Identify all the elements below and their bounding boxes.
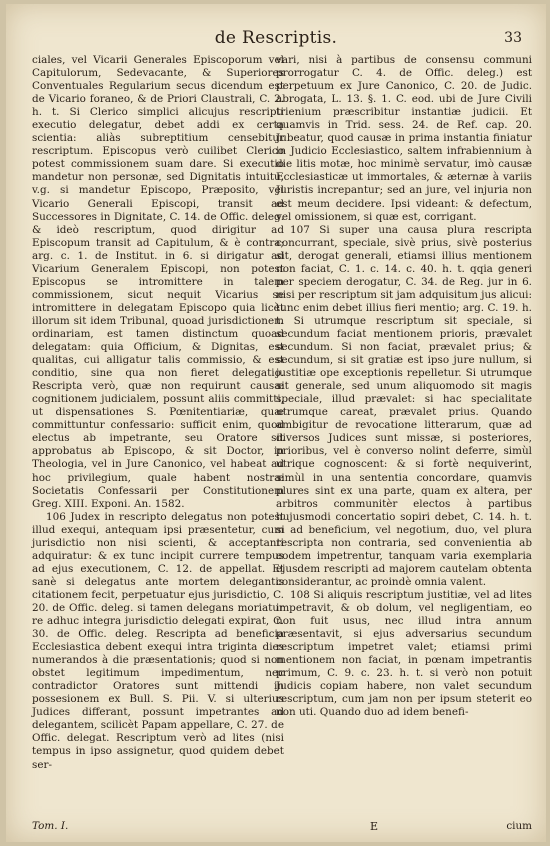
paragraph-106: 106 Judex in rescripto delegatus non potest illud exequi, antequam ipsi præsentetur, cum jurisdictio non nisi scienti, & acceptanti adquiratur: & ex tunc incipit currere tempus ad ejus executionem, C. 12. de appellat. Et sanè si delegatus ante mortem delegantis citationem fecit, perpetuatur ejus jurisdictio, C. 20. de Offic. deleg. si tamen delegans moriatur re adhuc integra jurisdictio delegati expirat, C. 30. de Offic. deleg. Rescripta ad beneficia Ecclesiastica debent exequi intra triginta dies numerandos à die præsentationis; quod si non obstet legitimum impedimentum, nec contradictor Oratores sunt mittendi in possesionem ex Bull. S. Pii. V. si ulterius Judices differant, possunt impetrantes ad delegantem, scilicèt Papam appellare, C. 27. de Offic. delegat. Rescriptum verò ad lites (nisi tempus in ipso assignetur, quod quidem debet ser-: [32, 510, 284, 771]
left-column: [32, 54, 284, 772]
gathering-mark: E: [370, 820, 379, 833]
paragraph-108: 108 Si aliquis rescriptum justitiæ, vel ad lites impetravit, & ob dolum, vel negligentiam, eo non fuit usus, nec illud intra annum præsentavit, si ejus adversarius secundum rescriptum impetret valet; etiamsi primi mentionem non faciat, in pœnam impetrantis primum, C. 9. c. 23. h. t. si verò non potuit Judicis copiam habere, non valet secundum rescriptum, cum jam non per ipsum steterit eo non uti. Quando duo ad idem benefi-: [276, 588, 532, 719]
catchword: cium: [506, 820, 532, 832]
book-page: [6, 4, 546, 842]
page-header: [6, 28, 546, 50]
page-footer: [32, 820, 532, 834]
right-column: [276, 54, 532, 719]
running-head: de Rescriptis.: [214, 28, 338, 48]
right-column-text: vari, nisi à partibus de consensu communi prorrogatur C. 4. de Offic. deleg.) est perpetuum ex Jure Canonico, C. 20. de Judic. abrogata, L. 13. §. 1. C. eod. ubi de Jure Civili trienium præscribitur instantiæ judicii. Et quamvis in Trid. sess. 24. de Ref. cap. 20. Jubeatur, quod causæ in prima instantia finiatur in Judicio Ecclesiastico, saltem infrabiennium à die litis motæ, hoc minimè servatur, imò causæ Ecclesiasticæ ut immortales, & æternæ à variis Juristis increpantur; sed an jure, vel injuria non est meum decidere. Ipsi videant: & defectum, vel omissionem, si quæ est, corrigant.: [276, 54, 532, 223]
page-number: 33: [504, 30, 522, 46]
paragraph-107: 107 Si super una causa plura rescripta concurrant, speciale, sivè prius, sivè posterius sit, derogat generali, etiamsi illius mentionem non faciat, C. 1. c. 14. c. 40. h. t. qqia generi per speciem derogatur, C. 34. de Reg. jur in 6. nisi per rescriptum sit jam adquisitum jus alicui: tunc enim debet illius fieri mentio; arg. C. 19. h. t. Si utrumque rescriptum sit speciale, si secundum faciat mentionem prioris, prævalet secundum. Si non faciat, prævalet prius; & secundum, si sit gratiæ est ipso jure nullum, si justitiæ ope exceptionis repelletur. Si utrumque sit generale, sed unum aliquomodo sit magis speciale, illud prævalet: si hac specialitate utrumque careat, prævalet prius. Quando ambigitur de revocatione litterarum, quæ ad diversos Judices sunt missæ, si posteriores, prioribus, vel è converso nolint deferre, simùl utrique cognoscent: & si fortè nequiverint, simùl in una sententia concordare, quamvis plures sint ex una parte, quam ex altera, per arbitros communitèr electos à partibus hujusmodi concertatio sopiri debet, C. 14. h. t. si ad beneficium, vel negotium, duo, vel plura rescripta non contraria, sed convenientia ab eodem impetrentur, tanquam varia exemplaria ejusdem rescripti ad majorem cautelam obtenta considerantur, ac proindè omnia valent.: [276, 223, 532, 588]
volume-signature: Tom. I.: [32, 820, 69, 832]
left-column-text: ciales, vel Vicarii Generales Episcoporum vel Capitulorum, Sedevacante, & Superiores Conventuales Regularium secus dicendum est de Vicario foraneo, & de Priori Claustrali, C. 2. h. t. Si Clerico simplici alicujus rescripti executio delegatur, debet addi ex certa scientia: aliàs subreptitium censebitur rescriptum. Episcopus verò cuilibet Clerico potest commissionem suam dare. Si executio mandetur non personæ, sed Dignitatis intuitu, v.g. si mandetur Episcopo, Præposito, vel Vicario Generali Episcopi, transit ad Successores in Dignitate, C. 14. de Offic. deleg. & ideò rescriptum, quod dirigitur ad Episcopum transit ad Capitulum, & è contra; arg. c. 1. de Institut. in 6. si dirigatur ad Vicarium Generalem Episcopi, non potest Episcopus se intromittere in talem commissionem, sicut nequit Vicarius se intromittere in delegatam Episcopo quia licèt illorum sit idem Tribunal, quoad jurisdictionem ordinariam, est tamen distinctum quoad delegatam: quia Officium, & Dignitas, est qualitas, cui alligatur talis commissio, & est conditio, sine qua non fieret delegatio. Rescripta verò, quæ non requirunt causæ cognitionem judicialem, possunt aliis committi, ut dispensationes S. Pœnitentiariæ, quæ committuntur confessario: sufficit enim, quod electus ab impetrante, seu Oratore sit approbatus ab Episcopo, & sit Doctor, in Theologia, vel in Jure Canonico, vel habeat ad hoc privilegium, quale habent nostræ Societatis Confessarii per Constitutionem Greg. XIII. Exponi. An. 1582.: [32, 54, 284, 510]
